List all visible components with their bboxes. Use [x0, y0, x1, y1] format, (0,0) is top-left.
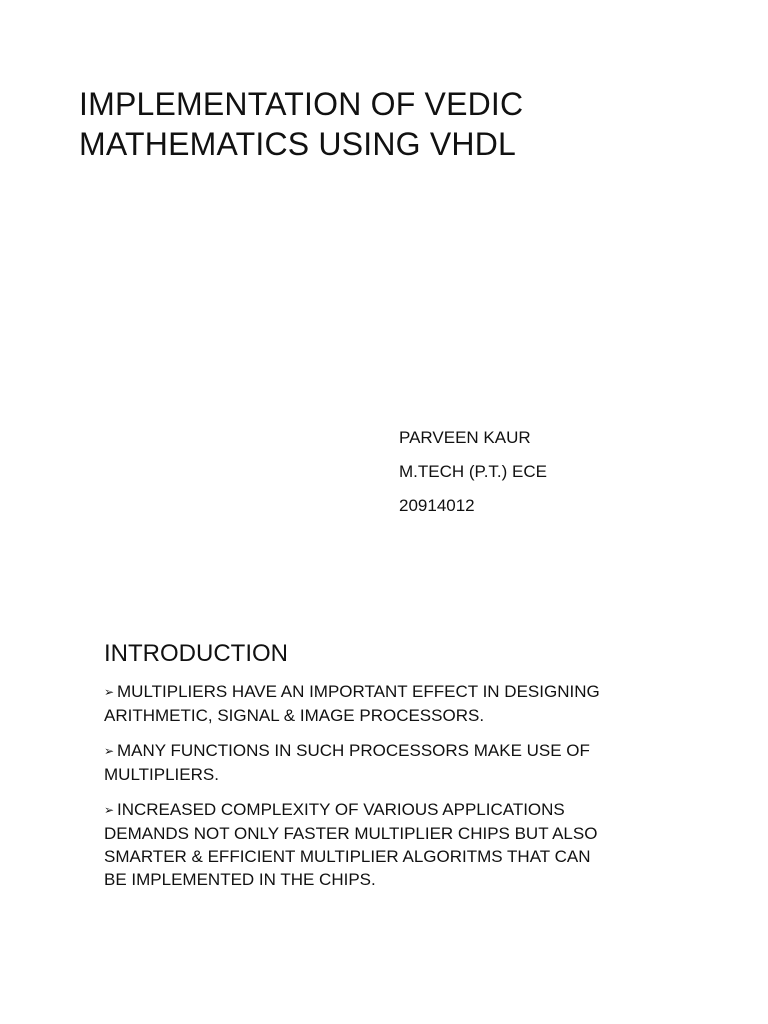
author-program: M.TECH (P.T.) ECE [399, 462, 547, 481]
bullet-list [104, 680, 704, 903]
bullet-text: MANY FUNCTIONS IN SUCH PROCESSORS MAKE USE OF MULTIPLIERS. [104, 741, 590, 784]
arrow-bullet-icon: ➢ [104, 685, 115, 699]
introduction-slide [0, 610, 768, 1024]
author-block [399, 427, 739, 529]
arrow-bullet-icon: ➢ [104, 744, 115, 758]
section-heading: INTRODUCTION [104, 640, 288, 667]
slide-title-line-2: MATHEMATICS USING VHDL [79, 126, 517, 162]
bullet-item [104, 680, 704, 727]
slide-title-line-1: IMPLEMENTATION OF VEDIC [79, 86, 524, 122]
bullet-text: MULTIPLIERS HAVE AN IMPORTANT EFFECT IN DESIGNING ARITHMETIC, SIGNAL & IMAGE PROCESSORS. [104, 682, 600, 725]
bullet-item [104, 739, 704, 786]
arrow-bullet-icon: ➢ [104, 803, 115, 817]
slide-title [79, 84, 739, 164]
bullet-item [104, 798, 704, 891]
author-name: PARVEEN KAUR [399, 428, 531, 447]
author-roll-number: 20914012 [399, 496, 475, 515]
bullet-text: INCREASED COMPLEXITY OF VARIOUS APPLICATIONS DEMANDS NOT ONLY FASTER MULTIPLIER CHIPS BUT ALSO SMARTER & EFFICIENT MULTIPLIER ALGORITMS THAT CAN BE IMPLEMENTED IN THE CHIPS. [104, 800, 598, 889]
